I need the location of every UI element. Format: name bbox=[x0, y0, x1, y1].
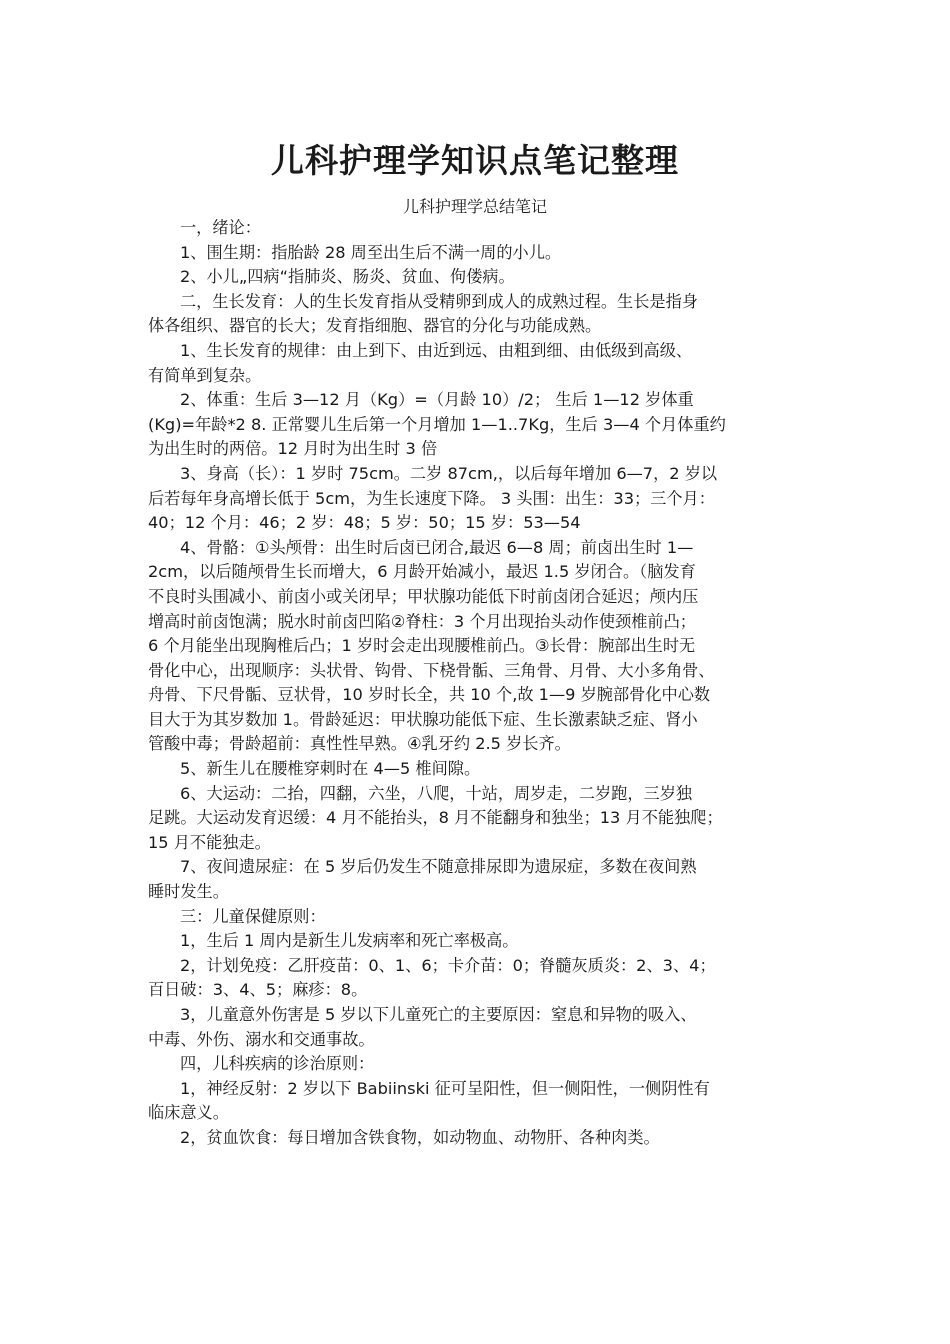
text-line: 2，计划免疫：乙肝疫苗：0、1、6；卡介苗：0；脊髓灰质炎：2、3、4； bbox=[180, 955, 716, 975]
text-line: 体各组织、器官的长大；发育指细胞、器官的分化与功能成熟。 bbox=[148, 316, 602, 336]
text-line: 2cm，以后随颅骨生长而增大，6 月龄开始减小，最迟 1.5 岁闭合。（脑发育 bbox=[148, 562, 696, 582]
text-line: 1、生长发育的规律：由上到下、由近到远、由粗到细、由低级到高级、 bbox=[180, 340, 693, 360]
text-line: 后若每年身高增长低于 5cm，为生长速度下降。 3 头围：出生：33；三个月： bbox=[148, 488, 715, 508]
text-line: 1，神经反射：2 岁以下 Babiinski 征可呈阳性，但一侧阳性，一侧阴性有 bbox=[180, 1078, 710, 1098]
text-line: 15 月不能独走。 bbox=[148, 832, 271, 852]
text-line: 足跳。大运动发育迟缓：4 月不能抬头，8 月不能翻身和独坐；13 月不能独爬； bbox=[148, 808, 723, 828]
text-line: 有简单到复杂。 bbox=[148, 365, 262, 385]
text-line: 1、围生期：指胎龄 28 周至出生后不满一周的小儿。 bbox=[180, 242, 562, 262]
text-line: 中毒、外伤、溺水和交通事故。 bbox=[148, 1029, 375, 1049]
text-line: (Kg)=年龄*2 8. 正常婴儿生后第一个月增加 1—1..7Kg，生后 3—4 个月体重约 bbox=[148, 414, 726, 434]
text-line: 临床意义。 bbox=[148, 1103, 229, 1123]
text-line: 一，绪论： bbox=[180, 218, 261, 237]
text-line: 骨化中心，出现顺序：头状骨、钩骨、下桡骨骺、三角骨、月骨、大小多角骨、 bbox=[148, 660, 715, 680]
text-line: 3、身高（长）：1 岁时 75cm。二岁 87cm,，以后每年增加 6—7，2 岁以 bbox=[180, 463, 718, 483]
text-line: 6 个月能坐出现胸椎后凸；1 岁时会走出现腰椎前凸。③长骨：腕部出生时无 bbox=[148, 636, 696, 656]
document-body bbox=[148, 216, 810, 1151]
text-line: 二，生长发育：人的生长发育指从受精卵到成人的成熟过程。生长是指身 bbox=[180, 291, 698, 311]
text-line: 为出生时的两倍。12 月时为出生时 3 倍 bbox=[148, 439, 438, 459]
text-line: 3，儿童意外伤害是 5 岁以下儿童死亡的主要原因：窒息和异物的吸入、 bbox=[180, 1005, 697, 1024]
text-line: 1，生后 1 周内是新生儿发病率和死亡率极高。 bbox=[180, 931, 519, 951]
document-title: 儿科护理学知识点笔记整理 bbox=[271, 141, 679, 180]
text-line: 增高时前卤饱满；脱水时前卤凹陷②脊柱：3 个月出现抬头动作使颈椎前凸； bbox=[148, 611, 696, 631]
text-line: 不良时头围减小、前卤小或关闭早；甲状腺功能低下时前卤闭合延迟；颅内压 bbox=[148, 586, 699, 606]
text-line: 目大于为其岁数加 1。骨龄延迟：甲状腺功能低下症、生长激素缺乏症、肾小 bbox=[148, 709, 698, 729]
text-line: 5、新生儿在腰椎穿刺时在 4—5 椎间隙。 bbox=[180, 759, 481, 779]
text-line: 四，儿科疾病的诊治原则： bbox=[180, 1054, 375, 1074]
text-line: 2、小儿„四病“指肺炎、肠炎、贫血、佝偻病。 bbox=[180, 267, 515, 287]
text-line: 百日破：3、4、5；麻疹：8。 bbox=[148, 980, 368, 1000]
document-subtitle: 儿科护理学总结笔记 bbox=[402, 197, 547, 216]
text-line: 40；12 个月：46；2 岁：48；5 岁：50；15 岁：53—54 bbox=[148, 513, 581, 533]
text-line: 7、夜间遗尿症：在 5 岁后仍发生不随意排尿即为遗尿症，多数在夜间熟 bbox=[180, 857, 697, 877]
text-line: 6、大运动：二抬，四翻，六坐，八爬，十站，周岁走，二岁跑，三岁独 bbox=[180, 783, 693, 803]
text-line: 舟骨、下尺骨骺、豆状骨，10 岁时长全，共 10 个,故 1—9 岁腕部骨化中心数 bbox=[148, 685, 711, 705]
text-line: 三：儿童保健原则： bbox=[180, 906, 326, 926]
text-line: 2，贫血饮食：每日增加含铁食物，如动物血、动物肝、各种肉类。 bbox=[180, 1127, 660, 1147]
text-line: 睡时发生。 bbox=[148, 882, 229, 902]
text-line: 管酸中毒；骨龄超前：真性性早熟。④乳牙约 2.5 岁长齐。 bbox=[148, 734, 571, 754]
text-line: 2、体重：生后 3—12 月（Kg）=（月龄 10）/2； 生后 1—12 岁体重 bbox=[180, 390, 694, 410]
text-line: 4、骨骼：①头颅骨：出生时后卤已闭合,最迟 6—8 周；前卤出生时 1— bbox=[180, 537, 694, 557]
